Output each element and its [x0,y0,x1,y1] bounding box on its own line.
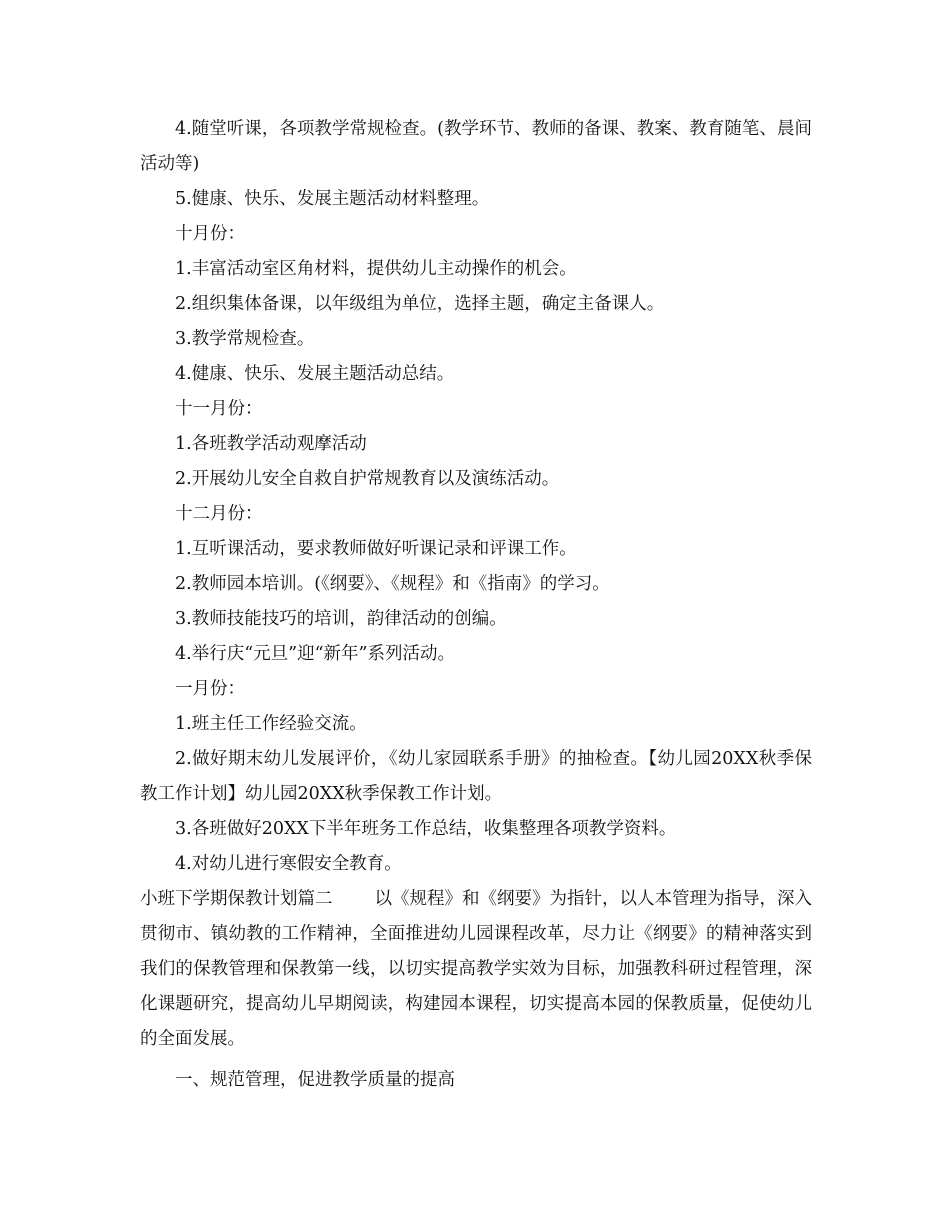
paragraph-dec-1: 1.互听课活动，要求教师做好听课记录和评课工作。 [175,539,577,559]
paragraph-dec-2: 2.教师园本培训。(《纲要》、《规程》和《指南》的学习。 [175,574,610,594]
paragraph-item-5-materials: 5.健康、快乐、发展主题活动材料整理。 [175,189,490,209]
paragraph-jan-3: 3.各班做好20XX下半年班务工作总结，收集整理各项教学资料。 [175,819,677,839]
paragraph-oct-2: 2.组织集体备课，以年级组为单位，选择主题，确定主备课人。 [175,294,665,314]
paragraph-nov-1: 1.各班教学活动观摩活动 [175,434,367,454]
section-body-text: 以《规程》和《纲要》为指针，以人本管理为指导，深入贯彻市、镇幼教的工作精神，全面推进幼儿园课程改革，尽力让《纲要》的精神落实到我们的保教管理和保教第一线，以切实提高教学实效为目标，加强教科研过程管理，深化课题研究，提高幼儿早期阅读，构建园本课程，切实提高本园的保教质量，促使幼儿的全面发展。 [140,889,812,1049]
paragraph-nov-2: 2.开展幼儿安全自救自护常规教育以及演练活动。 [175,469,560,489]
paragraph-oct-1: 1.丰富活动室区角材料，提供幼儿主动操作的机会。 [175,259,577,279]
heading-october: 十月份： [175,224,245,244]
heading-december: 十二月份： [175,504,263,524]
paragraph-dec-4: 4.举行庆“元旦”迎“新年”系列活动。 [175,644,455,664]
heading-november: 十一月份： [175,399,263,419]
paragraph-oct-4: 4.健康、快乐、发展主题活动总结。 [175,364,455,384]
paragraph-oct-3: 3.教学常规检查。 [175,329,315,349]
paragraph-item-4-observation: 4.随堂听课，各项教学常规检查。(教学环节、教师的备课、教案、教育随笔、晨间活动等) [140,119,812,174]
paragraph-dec-3: 3.教师技能技巧的培训，韵律活动的创编。 [175,609,507,629]
section-paragraph [140,882,812,1057]
paragraph-jan-4: 4.对幼儿进行寒假安全教育。 [175,854,402,874]
paragraph-jan-1: 1.班主任工作经验交流。 [175,714,367,734]
document-body [140,112,812,1098]
heading-section-one: 一、规范管理，促进教学质量的提高 [175,1070,455,1090]
section-title: 小班下学期保教计划篇二 [140,889,333,909]
paragraph-jan-2: 2.做好期末幼儿发展评价，《幼儿家园联系手册》的抽检查。【幼儿园20XX秋季保教工作计划】幼儿园20XX秋季保教工作计划。 [140,749,812,804]
heading-january: 一月份： [175,679,245,699]
